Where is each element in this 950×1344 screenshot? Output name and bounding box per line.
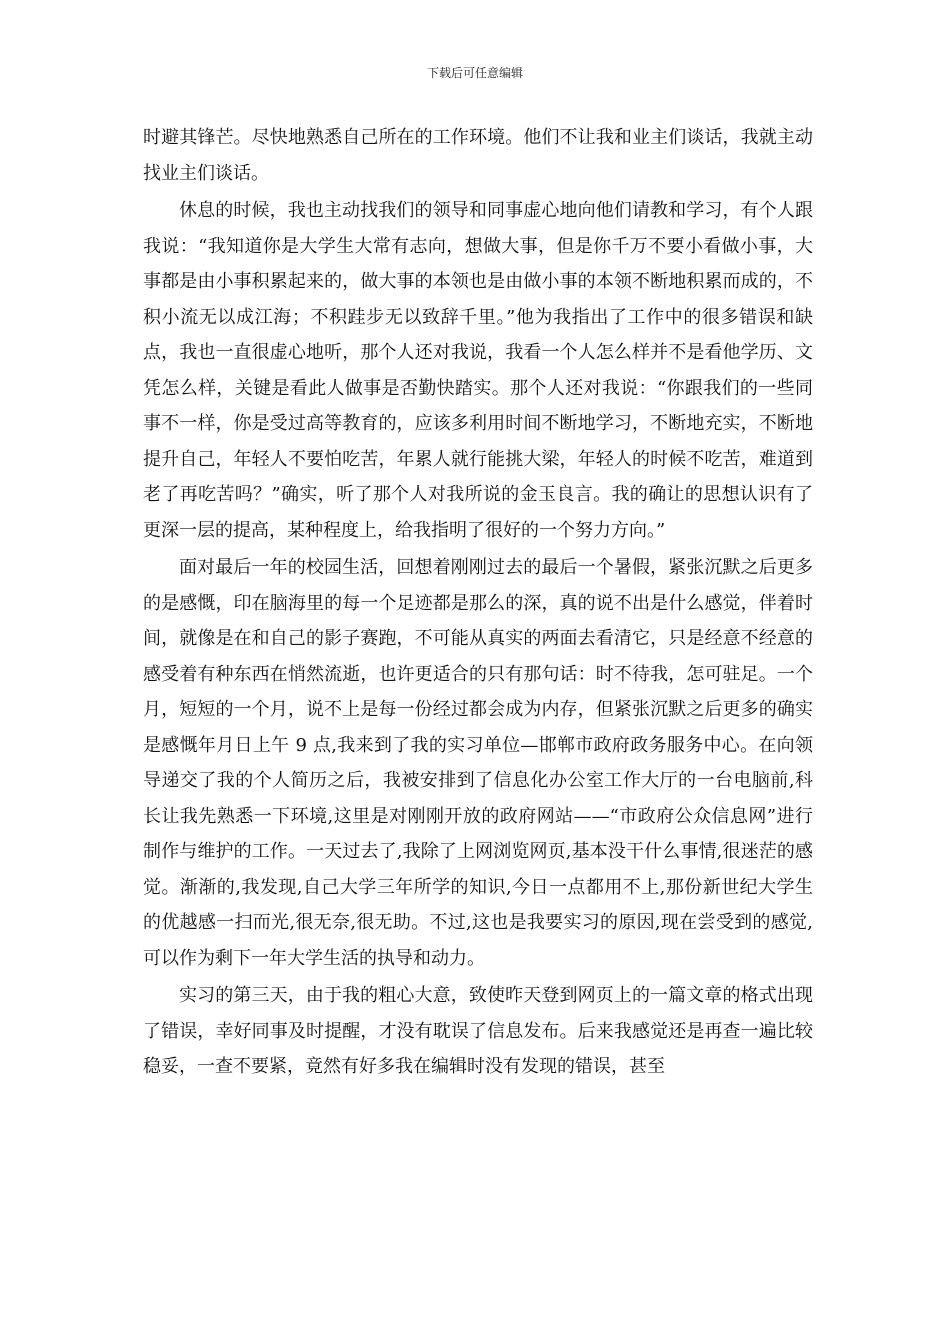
document-body — [143, 120, 813, 1087]
paragraph-3: 面对最后一年的校园生活，回想着刚刚过去的最后一个暑假，紧张沉默之后更多的是感慨，印在脑海里的每一个足迹都是那么的深，真的说不出是什么感觉，伴着时间，就像是在和自己的影子赛跑，不可能从真实的两面去看清它，只是经意不经意的感受着有种东西在悄然流逝，也许更适合的只有那句话：时不待我，怎可驻足。一个月，短短的一个月，说不上是每一份经过都会成为内存，但紧张沉默之后更多的确实是感慨年月日上午 9 点,我来到了我的实习单位—邯郸市政府政务服务中心。在向领导递交了我的个人简历之后，我被安排到了信息化办公室工作大厅的一台电脑前,科长让我先熟悉一下环境,这里是对刚刚开放的政府网站——“市政府公众信息网”进行制作与维护的工作。一天过去了,我除了上网浏览网页,基本没干什么事情,很迷茫的感觉。渐渐的,我发现,自己大学三年所学的知识,今日一点都用不上,那份新世纪大学生的优越感一扫而光,很无奈,很无助。不过,这也是我要实习的原因,现在尝受到的感觉,可以作为剩下一年大学生活的执导和动力。 — [143, 557, 813, 969]
paragraph-2: 休息的时候，我也主动找我们的领导和同事虚心地向他们请教和学习，有个人跟我说：“我知道你是大学生大常有志向，想做大事，但是你千万不要小看做小事，大事都是由小事积累起来的，做大事的本领也是由做小事的本领不断地积累而成的，不积小流无以成江海；不积跬步无以致辞千里。”他为我指出了工作中的很多错误和缺点，我也一直很虚心地听，那个人还对我说，我看一个人怎么样并不是看他学历、文凭怎么样，关键是看此人做事是否勤快踏实。那个人还对我说：“你跟我们的一些同事不一样，你是受过高等教育的，应该多利用时间不断地学习，不断地充实，不断地提升自己，年轻人不要怕吃苦，年累人就行能挑大梁，年轻人的时候不吃苦，难道到老了再吃苦吗？”确实，听了那个人对我所说的金玉良言。我的确让的思想认识有了更深一层的提高，某种程度上，给我指明了很好的一个努力方向。” — [143, 200, 813, 541]
paragraph-4: 实习的第三天，由于我的粗心大意，致使昨天登到网页上的一篇文章的格式出现了错误，幸好同事及时提醒，才没有耽误了信息发布。后来我感觉还是再查一遍比较稳妥，一查不要紧，竟然有好多我在编辑时没有发现的错误，甚至 — [143, 985, 813, 1077]
paragraph-1: 时避其锋芒。尽快地熟悉自己所在的工作环境。他们不让我和业主们谈话，我就主动找业主们谈话。 — [143, 127, 813, 184]
page-header: 下载后可任意编辑 — [426, 66, 523, 80]
